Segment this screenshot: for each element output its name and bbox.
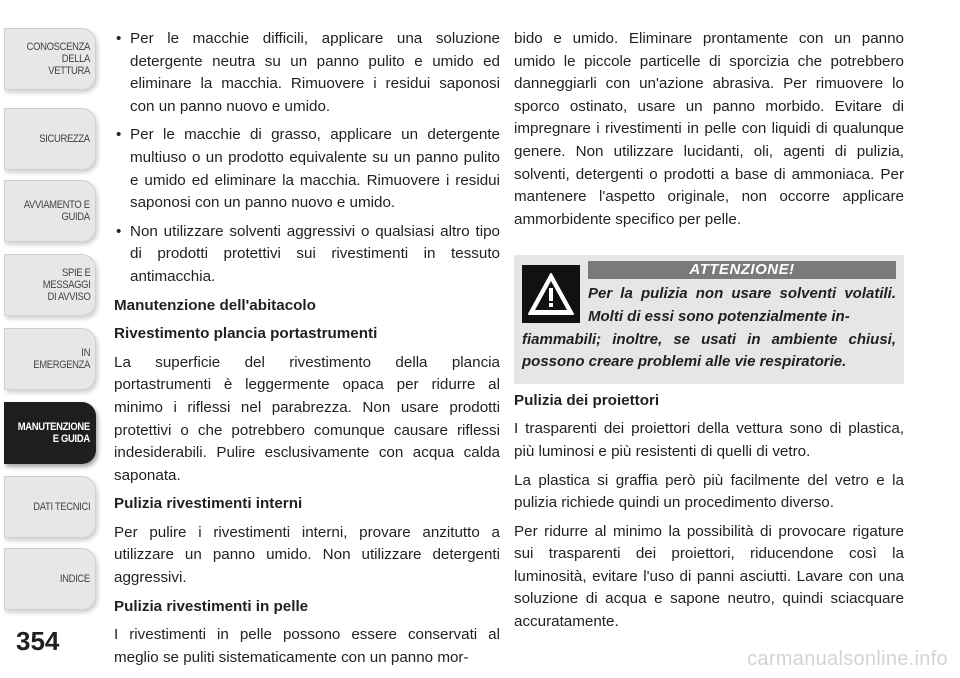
page-number: 354: [16, 626, 60, 656]
tab-label: DATI TECNICI: [32, 501, 90, 513]
tab-manutenzione-guida[interactable]: [4, 402, 96, 464]
subsection-heading: Pulizia rivestimenti in pelle: [114, 597, 309, 615]
tab-label: INDICE: [59, 573, 90, 585]
paragraph: La plastica si graffia però più facilmente del vetro e la pulizia richiede quindi un procedimento diverso.: [514, 471, 904, 512]
tab-spie-messaggi[interactable]: [4, 254, 96, 316]
paragraph: bido e umido. Eliminare prontamente con un panno umido le piccole particelle di sporcizia che potrebbero danneggiarli con un'azione abrasiva. Per rimuovere lo sporco ostinato, usare un panno morbido. Evitare di impregnare i rivestimenti in pelle con liquidi di qualunque genere. Non utilizzare lucidanti, oli, agenti di pulizia, solventi, detergenti o prodotti a base di ammoniaca. Per mantenere l'aspetto originale, non occorre applicare ammorbidente specifico per pelle.: [514, 30, 904, 228]
right-column: [514, 28, 904, 640]
warning-text: Per la pulizia non usare solventi volatili. Molti di essi sono potenzialmente in-: [588, 285, 896, 325]
tab-sicurezza[interactable]: [4, 108, 96, 170]
tab-indice[interactable]: [4, 548, 96, 610]
warning-text-continued: fiammabili; inoltre, se usati in ambiente chiusi, possono creare problemi alle vie respiratorie.: [522, 330, 896, 371]
tab-label: MANUTENZIONE E GUIDA: [17, 421, 90, 445]
tab-conoscenza-vettura[interactable]: [4, 28, 96, 90]
subsection-heading: Rivestimento plancia portastrumenti: [114, 325, 378, 343]
section-heading: Pulizia dei proiettori: [514, 391, 660, 409]
tab-label: SICUREZZA: [39, 133, 90, 145]
tab-label: AVVIAMENTO E GUIDA: [24, 199, 90, 223]
subsection-heading: Pulizia rivestimenti interni: [114, 495, 303, 513]
tab-avviamento-guida[interactable]: [4, 180, 96, 242]
paragraph: Per ridurre al minimo la possibilità di provocare rigature sui trasparenti dei proiettori, riducendone così la luminosità, evitare l'uso di panni asciutti. Lavare con una soluzione di acqua e sapone neutro, quindi sciacquare accuratamente.: [514, 522, 904, 631]
warning-title: ATTENZIONE!: [588, 261, 896, 279]
section-heading: Manutenzione dell'abitacolo: [114, 296, 316, 314]
list-item: • Per le macchie di grasso, applicare un detergente multiuso o un prodotto equivalente su un panno pulito e umido ed eliminare la macchia. Rimuovere i residui saponosi con un panno nuovo e umido.: [114, 124, 500, 214]
paragraph: I rivestimenti in pelle possono essere conservati al meglio se puliti sistematicamente con un panno mor-: [114, 626, 500, 666]
tab-in-emergenza[interactable]: [4, 328, 96, 390]
tab-dati-tecnici[interactable]: [4, 476, 96, 538]
watermark: carmanualsonline.info: [747, 648, 948, 670]
left-column: [114, 28, 500, 675]
list-item: • Per le macchie difficili, applicare una soluzione detergente neutra su un panno pulito e umido ed eliminare la macchia. Rimuovere i residui saponosi con un panno nuovo e umido.: [114, 28, 500, 118]
warning-triangle-icon: [522, 265, 580, 323]
warning-box: [514, 255, 904, 383]
tab-label: IN EMERGENZA: [33, 347, 90, 371]
paragraph: La superficie del rivestimento della plancia portastrumenti è leggermente opaca per ridurre al minimo i riflessi nel parabrezza. Non usare prodotti protettivi o che potrebbero comunque causare riflessi indesiderabili. Pulire esclusivamente con acqua calda saponata.: [114, 353, 500, 484]
paragraph: Per pulire i rivestimenti interni, provare anzitutto a utilizzare un panno umido. Non utilizzare detergenti aggressivi.: [114, 523, 500, 587]
bullet-list: [114, 28, 500, 289]
tab-label: SPIE E MESSAGGI DI AVVISO: [42, 267, 90, 303]
list-item: • Non utilizzare solventi aggressivi o qualsiasi altro tipo di prodotti protettivi sui rivestimenti in tessuto antimacchia.: [114, 221, 500, 289]
tab-label: CONOSCENZA DELLA VETTURA: [26, 41, 90, 77]
paragraph: I trasparenti dei proiettori della vettura sono di plastica, più luminosi e più resistenti di quelli di vetro.: [514, 420, 904, 460]
